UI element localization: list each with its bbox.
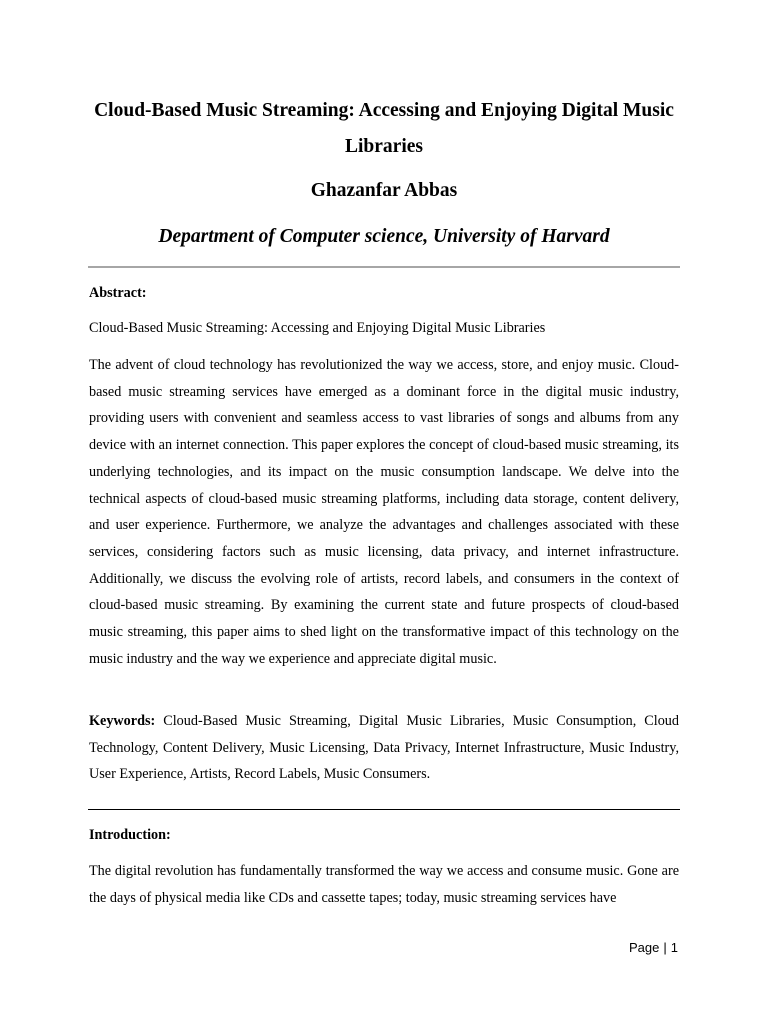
keywords-label: Keywords: (89, 713, 156, 729)
introduction-body: The digital revolution has fundamentally transformed the way we access and consume music. Gone are the days of physical media like CDs and cassette tapes; today, music streaming services have (89, 863, 679, 906)
page-label: Page (629, 940, 660, 955)
author-affiliation: Department of Computer science, University of Harvard (158, 226, 610, 247)
keywords-text: Cloud-Based Music Streaming, Digital Music Libraries, Music Consumption, Cloud Technology, Content Delivery, Music Licensing, Data Privacy, Internet Infrastructure, Music Industry, User Experience, Artists, Record Labels, Music Consumers. (89, 713, 679, 783)
header-divider (88, 266, 680, 268)
page-separator: | (663, 940, 667, 955)
page-footer (629, 939, 678, 957)
paper-title: Cloud-Based Music Streaming: Accessing and Enjoying Digital Music Libraries (94, 100, 674, 157)
keywords-paragraph (89, 708, 679, 788)
page-number: 1 (670, 940, 678, 955)
author-name: Ghazanfar Abbas (310, 180, 458, 201)
abstract-heading: Abstract: (89, 285, 147, 301)
section-divider (88, 809, 680, 810)
introduction-heading: Introduction: (89, 827, 171, 843)
abstract-body: The advent of cloud technology has revolutionized the way we access, store, and enjoy music. Cloud-based music streaming services have emerged as a dominant force in the digital music industry, providing users with convenient and seamless access to vast libraries of songs and albums from any device with an internet connection. This paper explores the concept of cloud-based music streaming, its underlying technologies, and its impact on the music consumption landscape. We delve into the technical aspects of cloud-based music streaming platforms, including data storage, content delivery, and user experience. Furthermore, we analyze the advantages and challenges associated with these services, considering factors such as music licensing, data privacy, and internet infrastructure. Additionally, we discuss the evolving role of artists, record labels, and consumers in the context of cloud-based music streaming. By examining the current state and future prospects of cloud-based music streaming, this paper aims to shed light on the transformative impact of this technology on the music industry and the way we experience and appreciate digital music. (89, 357, 679, 667)
abstract-subtitle: Cloud-Based Music Streaming: Accessing and Enjoying Digital Music Libraries (89, 320, 546, 336)
